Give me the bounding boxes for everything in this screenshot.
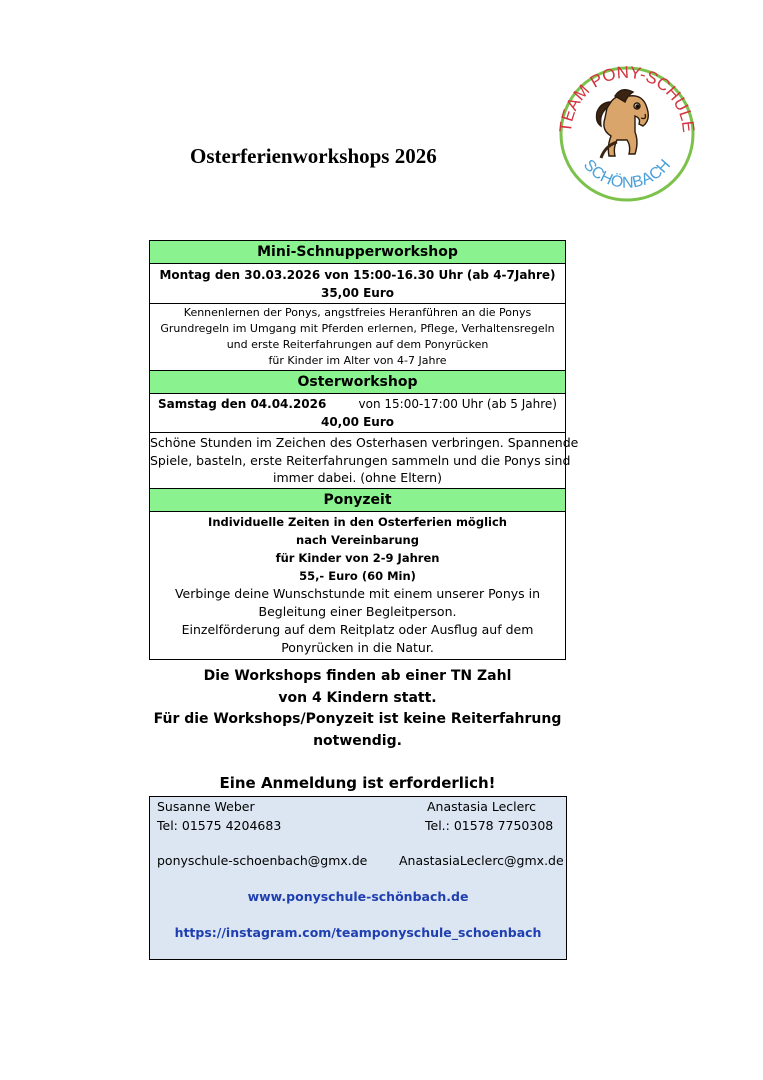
- registration-notice: Eine Anmeldung ist erforderlich!: [219, 774, 496, 792]
- description-line: Grundregeln im Umgang mit Pferden erlernen, Pflege, Verhaltensregeln: [160, 322, 555, 335]
- workshop-description: [150, 304, 565, 371]
- page-title: Osterferienworkshops 2026: [190, 144, 437, 168]
- description-line: Spiele, basteln, erste Reiterfahrungen sammeln und die Ponys sind: [150, 452, 571, 468]
- description-line: immer dabei. (ohne Eltern): [273, 470, 442, 485]
- workshop-schedule: [150, 264, 565, 304]
- description-line: Begleitung einer Begleitperson.: [258, 603, 457, 619]
- website-link[interactable]: www.ponyschule-schönbach.de: [247, 889, 469, 904]
- workshop-table: [149, 240, 579, 660]
- instagram-link[interactable]: https://instagram.com/teamponyschule_schoenbach: [174, 925, 542, 940]
- price-text: 40,00 Euro: [320, 415, 395, 429]
- description-line: Ponyrücken in die Natur.: [281, 639, 434, 655]
- detail-line: Individuelle Zeiten in den Osterferien möglich: [208, 514, 507, 529]
- schedule-line: [150, 395, 565, 413]
- pony-logo-icon: [555, 62, 700, 202]
- contact-box: [149, 796, 567, 960]
- description-line: Kennenlernen der Ponys, angstfreies Heranführen an die Ponys: [183, 306, 532, 319]
- workshop-notes: [130, 666, 585, 752]
- description-line: Schöne Stunden im Zeichen des Osterhasen verbringen. Spannende: [150, 435, 579, 450]
- contact-name-right: Anastasia Leclerc: [427, 799, 537, 814]
- schedule-time: von 15:00-17:00 Uhr (ab 5 Jahre): [358, 397, 557, 411]
- workshop-description: [150, 433, 579, 489]
- pony-school-logo: [555, 62, 700, 202]
- note-line: von 4 Kindern statt.: [278, 689, 437, 706]
- note-line: Für die Workshops/Ponyzeit ist keine Reiterfahrung: [153, 711, 562, 727]
- workshop-heading: Ponyzeit: [150, 489, 565, 512]
- workshop-heading: Osterworkshop: [150, 371, 565, 394]
- workshop-heading: Mini-Schnupperworkshop: [150, 241, 565, 264]
- contact-phone-left: Tel: 01575 4204683: [157, 818, 282, 833]
- detail-line: nach Vereinbarung: [296, 532, 419, 547]
- workshop-details: [150, 512, 565, 659]
- contact-email-left[interactable]: ponyschule-schoenbach@gmx.de: [157, 853, 368, 868]
- workshop-schedule: [150, 394, 565, 433]
- schedule-date: Samstag den 04.04.2026: [158, 397, 327, 411]
- schedule-text: Montag den 30.03.2026 von 15:00-16.30 Uhr (ab 4-7Jahre): [159, 268, 556, 282]
- price-text: 55,- Euro (60 Min): [299, 568, 416, 583]
- description-line: und erste Reiterfahrungen auf dem Ponyrücken: [226, 338, 489, 351]
- price-text: 35,00 Euro: [320, 286, 395, 300]
- description-line: Verbinge deine Wunschstunde mit einem unserer Ponys in: [174, 585, 541, 601]
- svg-text:SCHÖNBACH: SCHÖNBACH: [579, 156, 675, 192]
- description-line: für Kinder im Alter von 4-7 Jahre: [268, 354, 447, 367]
- note-line: notwendig.: [313, 732, 402, 749]
- contact-name-left: Susanne Weber: [157, 799, 255, 814]
- description-line: Einzelförderung auf dem Reitplatz oder Ausflug auf dem: [181, 621, 534, 637]
- contact-email-right[interactable]: AnastasiaLeclerc@gmx.de: [399, 853, 564, 868]
- note-line: Die Workshops finden ab einer TN Zahl: [203, 668, 512, 684]
- contact-phone-right: Tel.: 01578 7750308: [425, 818, 554, 833]
- svg-text:TEAM PONY-SCHULE: TEAM PONY-SCHULE: [555, 62, 699, 134]
- detail-line: für Kinder von 2-9 Jahren: [275, 550, 440, 565]
